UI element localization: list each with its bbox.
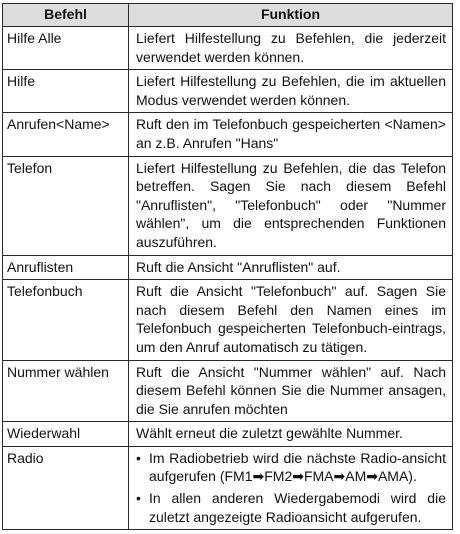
- command-cell: Nummer wählen: [3, 360, 129, 422]
- header-function: Funktion: [129, 4, 453, 27]
- bullet-icon: •: [136, 449, 141, 466]
- bullet-list: [136, 449, 446, 526]
- list-item-text: In allen anderen Wiedergabemodi wird die zuletzt angezeigte Radioansicht aufgerufen.: [149, 490, 446, 525]
- list-item-text: Im Radiobetrieb wird die nächste Radio-ansicht aufgerufen (FM1➡FM2➡FMA➡AM➡AMA).: [149, 449, 446, 485]
- table-row: [3, 360, 453, 422]
- function-cell: Ruft die Ansicht "Anruflisten" auf.: [129, 255, 453, 280]
- command-cell: Wiederwahl: [3, 422, 129, 447]
- function-cell: Ruft die Ansicht "Nummer wählen" auf. Nach diesem Befehl können Sie die Nummer ansagen, die Sie anrufen möchten: [129, 360, 453, 422]
- table-row: [3, 422, 453, 447]
- command-cell: Hilfe Alle: [3, 27, 129, 70]
- command-cell: Anrufen<Name>: [3, 113, 129, 156]
- command-cell: Telefon: [3, 156, 129, 255]
- command-cell: Radio: [3, 446, 129, 529]
- header-command: Befehl: [3, 4, 129, 27]
- table-row: [3, 446, 453, 529]
- function-cell: Ruft die Ansicht "Telefonbuch" auf. Sagen Sie nach diesem Befehl den Namen eines im Telefonbuch gespeicherten Telefonbuch-eintrags, um den Anruf automatisch zu tätigen.: [129, 280, 453, 360]
- function-cell: Liefert Hilfestellung zu Befehlen, die im aktuellen Modus verwendet werden können.: [129, 70, 453, 113]
- bullet-icon: •: [136, 490, 141, 507]
- command-cell: Anruflisten: [3, 255, 129, 280]
- function-cell: Liefert Hilfestellung zu Befehlen, die jederzeit verwendet werden können.: [129, 27, 453, 70]
- function-cell: Liefert Hilfestellung zu Befehlen, die das Telefon betreffen. Sagen Sie nach diesem Befehl "Anruflisten", "Telefonbuch" oder "Nummer wählen", um die entsprechenden Funktionen auszuführen.: [129, 156, 453, 255]
- table-row: [3, 27, 453, 70]
- command-cell: Telefonbuch: [3, 280, 129, 360]
- function-cell: Ruft den im Telefonbuch gespeicherten <Namen> an z.B. Anrufen "Hans": [129, 113, 453, 156]
- table-row: [3, 255, 453, 280]
- voice-command-table: [2, 3, 453, 530]
- list-item: [136, 449, 446, 486]
- command-cell: Hilfe: [3, 70, 129, 113]
- function-cell: [129, 446, 453, 529]
- table-row: [3, 113, 453, 156]
- table-row: [3, 280, 453, 360]
- function-cell: Wählt erneut die zuletzt gewählte Nummer.: [129, 422, 453, 447]
- table-row: [3, 156, 453, 255]
- table-header-row: [3, 4, 453, 27]
- list-item: [136, 489, 446, 526]
- table-row: [3, 70, 453, 113]
